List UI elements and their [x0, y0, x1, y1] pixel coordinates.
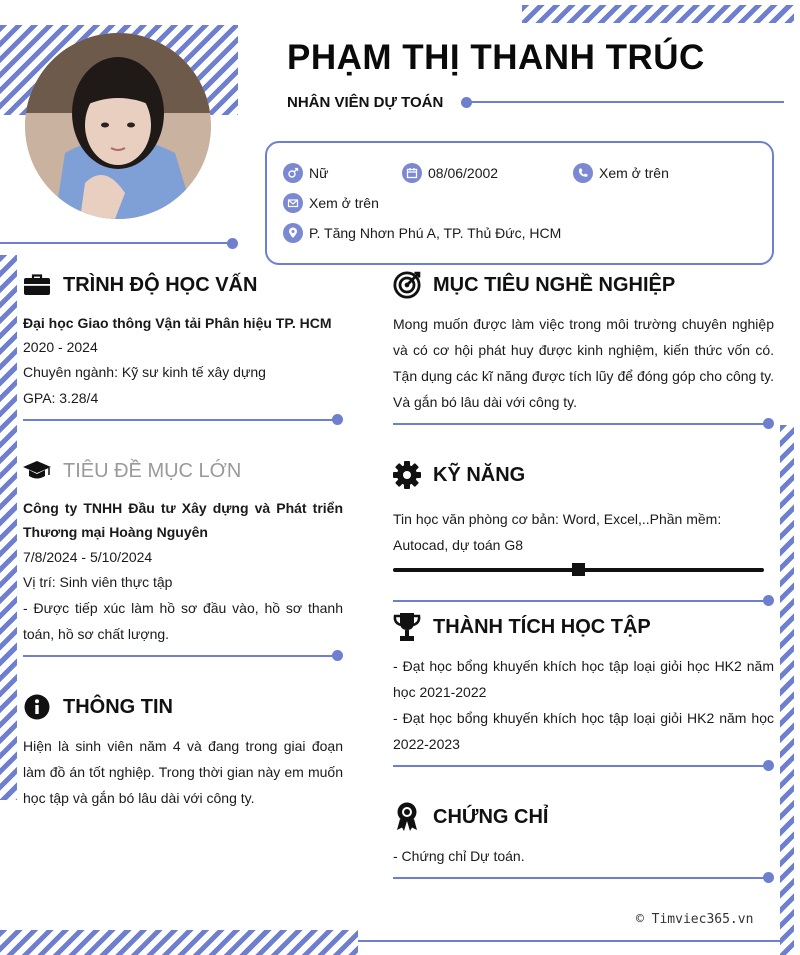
stripe-top-right [522, 5, 794, 23]
gear-icon [393, 461, 421, 489]
candidate-role: NHÂN VIÊN DỰ TOÁN [287, 94, 444, 111]
achievements-title: THÀNH TÍCH HỌC TẬP [433, 615, 651, 638]
email-icon [283, 193, 303, 213]
experience-divider [23, 655, 337, 657]
candidate-name: PHẠM THỊ THANH TRÚC [287, 38, 705, 77]
gender-icon [283, 163, 303, 183]
achievement-item-2: - Đạt học bổng khuyến khích học tập loại giỏi HK2 năm học 2022-2023 [393, 710, 774, 752]
footer-line [358, 940, 780, 942]
education-title: TRÌNH ĐỘ HỌC VẤN [63, 273, 258, 296]
gender-item [283, 163, 328, 183]
calendar-icon [402, 163, 422, 183]
contact-info-box [265, 141, 774, 265]
target-icon [393, 271, 421, 299]
education-divider [23, 419, 337, 421]
about-text: Hiện là sinh viên năm 4 và đang trong giai đoạn làm đồ án tốt nghiệp. Trong thời gian này em muốn học tập và gắn bó lâu dài với công ty. [23, 738, 343, 806]
experience-company: Công ty TNHH Đầu tư Xây dựng và Phát triển Thương mại Hoàng Nguyên [23, 500, 343, 540]
achievements-divider-dot [763, 760, 774, 771]
photo-underline-dot [227, 238, 238, 249]
achievements-divider [393, 765, 768, 767]
email-item [283, 193, 379, 213]
achievements-heading [393, 613, 651, 641]
skills-title: KỸ NĂNG [433, 463, 526, 486]
objective-title: MỤC TIÊU NGHỀ NGHIỆP [433, 273, 676, 296]
footer-copyright: © Timviec365.vn [636, 912, 754, 927]
avatar [25, 33, 211, 219]
education-major: Chuyên ngành: Kỹ sư kinh tế xây dựng [23, 364, 266, 380]
graduation-cap-icon [23, 457, 51, 485]
address-item [283, 223, 561, 243]
skills-text: Tin học văn phòng cơ bản: Word, Excel,..Phần mềm: Autocad, dự toán G8 [393, 511, 722, 553]
avatar-portrait [25, 33, 211, 219]
stripe-bottom-left [0, 930, 358, 955]
skills-heading [393, 461, 525, 489]
award-medal-icon [393, 803, 421, 831]
certificates-divider [393, 877, 768, 879]
role-line [466, 101, 784, 103]
about-title: THÔNG TIN [63, 695, 173, 718]
trophy-icon [393, 613, 421, 641]
about-heading [23, 693, 173, 721]
education-heading [23, 271, 257, 299]
skills-divider [393, 600, 768, 602]
email-value: Xem ở trên [309, 195, 379, 211]
education-school: Đại học Giao thông Vận tải Phân hiệu TP. HCM [23, 315, 332, 331]
objective-heading [393, 271, 675, 299]
experience-heading [23, 457, 241, 485]
experience-period: 7/8/2024 - 5/10/2024 [23, 549, 153, 565]
certificates-text: - Chứng chỉ Dự toán. [393, 848, 525, 864]
phone-value: Xem ở trên [599, 165, 669, 181]
education-period: 2020 - 2024 [23, 339, 98, 355]
birthdate-item [402, 163, 498, 183]
experience-description: - Được tiếp xúc làm hồ sơ đầu vào, hồ sơ thanh toán, hồ sơ chất lượng. [23, 600, 343, 642]
experience-divider-dot [332, 650, 343, 661]
certificates-title: CHỨNG CHỈ [433, 805, 549, 828]
phone-item [573, 163, 669, 183]
certificates-heading [393, 803, 548, 831]
phone-icon [573, 163, 593, 183]
experience-title: TIÊU ĐỀ MỤC LỚN [63, 459, 242, 482]
skill-level-knob [572, 563, 585, 576]
education-divider-dot [332, 414, 343, 425]
objective-divider-dot [763, 418, 774, 429]
stripe-left-side [0, 255, 17, 800]
objective-divider [393, 423, 768, 425]
photo-underline [0, 242, 232, 244]
briefcase-icon [23, 271, 51, 299]
address-value: P. Tăng Nhơn Phú A, TP. Thủ Đức, HCM [309, 225, 562, 241]
education-gpa: GPA: 3.28/4 [23, 390, 99, 406]
objective-text: Mong muốn được làm việc trong môi trường chuyên nghiệp và có cơ hội phát huy được kinh nghiệm, kiến thức vốn có. Tận dụng các kĩ năng được tích lũy để đóng góp cho công ty. Và gắn bó lâu dài với công ty. [393, 316, 774, 410]
certificates-divider-dot [763, 872, 774, 883]
skill-level-bar [393, 568, 764, 572]
achievement-item-1: - Đạt học bổng khuyến khích học tập loại giỏi học HK2 năm học 2021-2022 [393, 658, 774, 700]
birthdate-value: 08/06/2002 [428, 165, 499, 181]
skills-divider-dot [763, 595, 774, 606]
stripe-right-side [780, 425, 794, 955]
gender-value: Nữ [309, 165, 329, 181]
experience-position: Vị trí: Sinh viên thực tập [23, 574, 173, 590]
info-icon [23, 693, 51, 721]
location-pin-icon [283, 223, 303, 243]
